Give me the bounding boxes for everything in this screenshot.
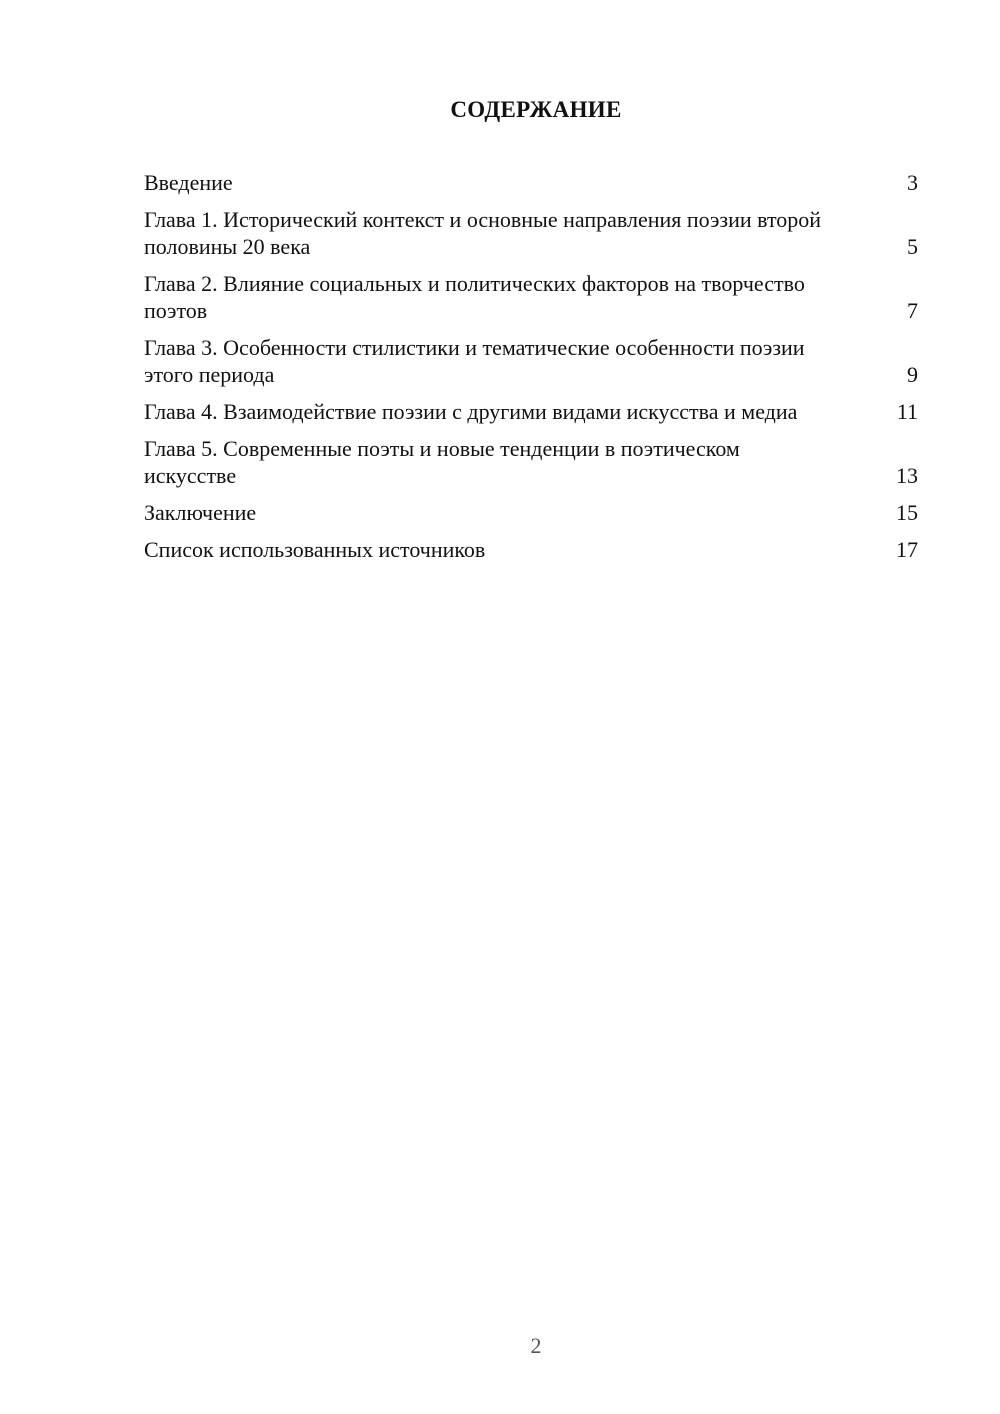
toc-entry-title: Глава 3. Особенности стилистики и тематические особенности поэзии этого периода	[144, 335, 805, 387]
toc-entry-conclusion	[144, 499, 918, 526]
toc-entry-references	[144, 536, 918, 563]
toc-entry-page: 9	[907, 362, 918, 387]
toc-entry-title: Заключение	[144, 500, 257, 525]
toc-entry-chapter-1	[144, 206, 918, 260]
toc-entry-page: 7	[907, 298, 918, 323]
toc-entry-title: Глава 5. Современные поэты и новые тенденции в поэтическом искусстве	[144, 436, 740, 488]
toc-entry-page: 17	[896, 537, 918, 562]
toc-entry-title: Глава 1. Исторический контекст и основные направления поэзии второй половины 20 века	[144, 207, 822, 259]
toc-entry-title: Глава 4. Взаимодействие поэзии с другими видами искусства и медиа	[144, 399, 798, 424]
toc-entry-title: Глава 2. Влияние социальных и политических факторов на творчество поэтов	[144, 271, 805, 323]
toc-entry-chapter-3	[144, 334, 918, 388]
table-of-contents	[144, 169, 918, 573]
toc-entry-title: Список использованных источников	[144, 537, 486, 562]
toc-entry-chapter-5	[144, 435, 918, 489]
toc-entry-title: Введение	[144, 170, 233, 195]
toc-entry-chapter-4	[144, 398, 918, 425]
page-number: 2	[530, 1333, 542, 1358]
toc-entry-page: 15	[896, 500, 918, 525]
toc-entry-page: 13	[896, 463, 918, 488]
toc-entry-page: 3	[907, 170, 918, 195]
toc-entry-introduction	[144, 169, 918, 196]
toc-entry-chapter-2	[144, 270, 918, 324]
toc-heading: СОДЕРЖАНИЕ	[450, 97, 622, 122]
toc-entry-page: 5	[907, 234, 918, 259]
toc-entry-page: 11	[896, 399, 918, 424]
